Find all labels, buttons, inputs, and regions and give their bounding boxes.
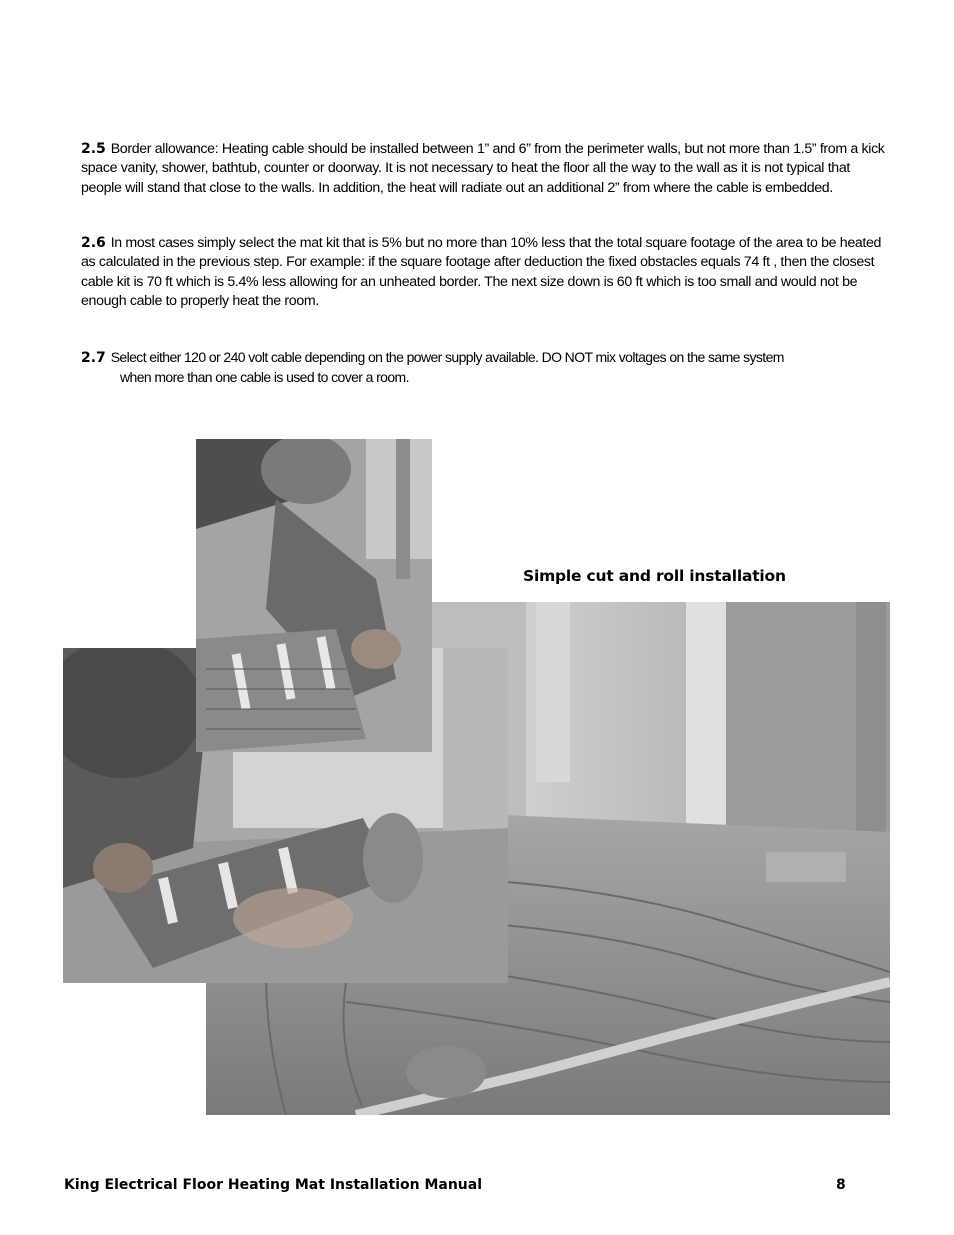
section-2-7 — [81, 348, 893, 388]
section-2-5 — [81, 140, 893, 198]
section-text: Select either 120 or 240 volt cable depending on the power supply available. DO NOT mix voltages on the same system — [110, 349, 784, 365]
photo-cutting-mesh — [196, 439, 432, 752]
section-number: 2.6 — [81, 235, 111, 251]
section-text-continuation: when more than one cable is used to cover a room. — [120, 369, 409, 386]
footer-manual-title: King Electrical Floor Heating Mat Installation Manual — [64, 1177, 483, 1193]
section-number: 2.7 — [81, 350, 111, 366]
section-2-6 — [81, 234, 893, 311]
page-number: 8 — [836, 1177, 846, 1193]
section-text: Border allowance: Heating cable should be installed between 1” and 6” from the perimeter walls, but not more than 1.5” from a kick space vanity, shower, bathtub, counter or doorway. It is not necessary to heat the floor all the way to the wall as it is not typical that people will stand that close to the walls. In addition, the heat will radiate out an additional 2” from where the cable is embedded. — [81, 141, 885, 196]
photo-caption: Simple cut and roll installation — [523, 567, 786, 585]
section-text: In most cases simply select the mat kit that is 5% but no more than 10% less that the total square footage of the area to be heated as calculated in the previous step. For example: if the square footage after deduction the fixed obstacles equals 74 ft , then the closest cable kit is 70 ft which is 5.4% less allowing for an unheated border. The next size down is 60 ft which is too small and would not be enough cable to properly heat the room. — [81, 235, 882, 309]
section-number: 2.5 — [81, 141, 111, 157]
